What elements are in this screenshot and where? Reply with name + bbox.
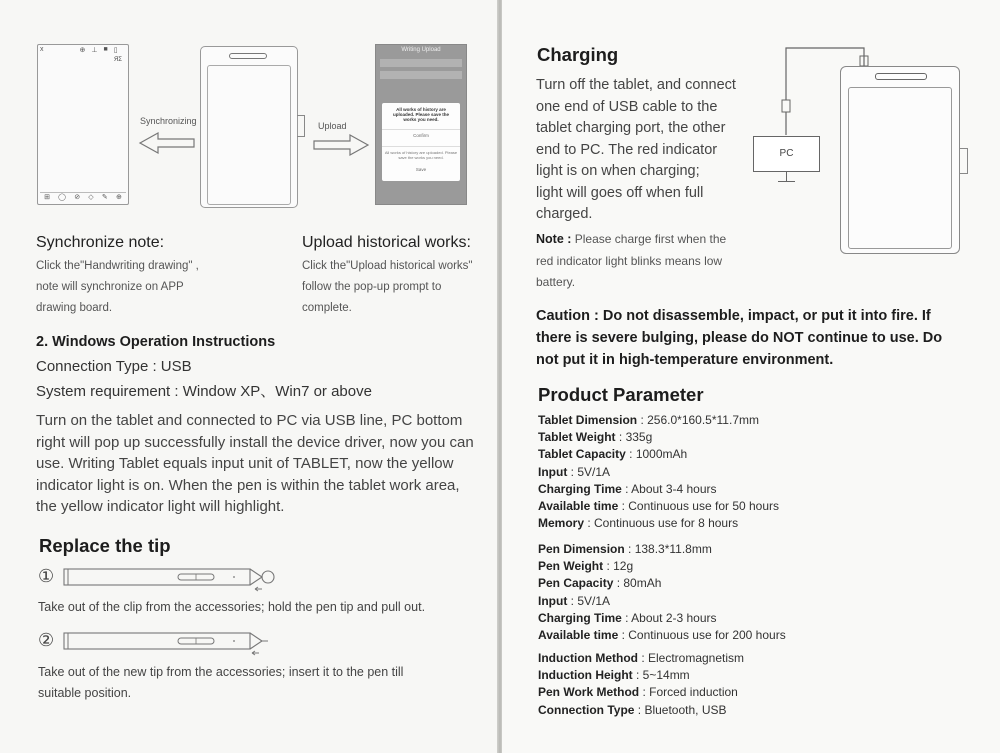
- step-2-number: ②: [38, 630, 55, 650]
- param-row: Pen Dimension : 138.3*11.8mm: [538, 542, 712, 556]
- param-row: Input : 5V/1A: [538, 593, 611, 608]
- charging-text: [536, 75, 756, 226]
- windows-para-line: right will pop up successfully install the device driver, now you can: [36, 433, 474, 451]
- param-row: Tablet Dimension : 256.0*160.5*11.7mm: [538, 413, 759, 427]
- phone-left-illustration: [37, 44, 129, 205]
- sync-text-line: note will synchronize on APP: [36, 281, 184, 293]
- upload-heading: Upload historical works:: [302, 234, 471, 251]
- tablet-writing-area: [207, 65, 291, 205]
- step-1-number: ①: [38, 566, 55, 586]
- phone-left-toolbar: [40, 192, 126, 202]
- step-1-text: Take out of the clip from the accessories; hold the pen tip and pull out.: [38, 600, 426, 614]
- upload-text-line: complete.: [302, 302, 352, 314]
- toolbar-eraser-icon: ⊘: [74, 194, 81, 201]
- phone-right-topbar: Writing Upload: [401, 47, 441, 53]
- caution-line: not put it in high-temperature environment.: [536, 352, 834, 368]
- caution-line: there is severe bulging, please do NOT continue to use. Do: [536, 330, 943, 346]
- dialog-line-3: works you need.: [403, 117, 439, 122]
- status-lock-icon: ■: [103, 46, 108, 53]
- tablet-illustration: [200, 46, 298, 208]
- pc-box: [753, 136, 820, 172]
- toolbar-shape-icon: ◇: [88, 194, 94, 201]
- windows-para-line: the yellow indicator light will highlight.: [36, 498, 285, 515]
- upload-label: Upload: [318, 121, 347, 131]
- param-row: Induction Height : 5~14mm: [538, 668, 690, 683]
- charging-text-line: charged.: [536, 206, 593, 222]
- windows-para-line: indicator light is on. When the pen is within the tablet work area,: [36, 476, 460, 494]
- dialog-save-button[interactable]: Save: [415, 167, 427, 172]
- left-page: [0, 0, 498, 753]
- param-row: Charging Time : About 2-3 hours: [538, 610, 717, 625]
- replace-tip-heading: Replace the tip: [39, 535, 171, 556]
- charging-tablet-side-button: [959, 148, 968, 174]
- charging-tablet-writing-area: [848, 87, 952, 249]
- upload-text: [302, 256, 492, 319]
- param-row: Tablet Weight : 335g: [538, 430, 653, 445]
- pen-step-1-icon: [62, 565, 282, 593]
- sync-label: Synchronizing: [140, 116, 197, 126]
- dialog-note-1: All works of history are uploaded. Please: [382, 146, 460, 155]
- param-row: Induction Method : Electromagnetism: [538, 651, 745, 665]
- windows-heading: 2. Windows Operation Instructions: [36, 334, 276, 350]
- param-row: Memory : Continuous use for 8 hours: [538, 516, 739, 531]
- params-group-general: [538, 650, 938, 719]
- tablet-led-bar: [229, 53, 267, 59]
- right-page: [502, 0, 1000, 753]
- upload-dialog: [382, 103, 460, 181]
- param-row: Available time : Continuous use for 200 hours: [538, 628, 786, 643]
- params-heading: Product Parameter: [538, 384, 704, 405]
- phone-right-row-1: [380, 59, 462, 67]
- charging-text-line: end to PC. The red indicator: [536, 141, 718, 158]
- param-row: Charging Time : About 3-4 hours: [538, 481, 717, 496]
- dialog-confirm-button[interactable]: Confirm: [382, 129, 460, 138]
- dialog-line-1: All works of history are: [396, 107, 446, 112]
- windows-paragraph: [36, 410, 491, 518]
- status-download-icon: ⊥: [91, 47, 98, 54]
- charging-tablet-illustration: [840, 66, 960, 254]
- param-row: Pen Weight : 12g: [538, 559, 634, 574]
- status-x-icon: x: [40, 46, 44, 53]
- charging-text-line: light is on when charging;: [536, 163, 700, 179]
- params-group-tablet: [538, 412, 938, 532]
- param-row: Available time : Continuous use for 50 hours: [538, 499, 780, 514]
- note-block: [536, 229, 766, 294]
- upload-text-line: follow the pop-up prompt to: [302, 281, 442, 293]
- phone-right-illustration: [375, 44, 467, 205]
- right-arrow-icon: [310, 132, 370, 158]
- windows-para-line: use. Writing Tablet equals input unit of TABLET, now the yellow: [36, 455, 454, 472]
- toolbar-pen-icon: ✎: [101, 194, 108, 201]
- param-row: Input : 5V/1A: [538, 464, 611, 479]
- param-row: Pen Work Method : Forced induction: [538, 685, 738, 700]
- charging-text-line: Turn off the tablet, and connect: [536, 77, 736, 93]
- phone-right-row-2: [380, 71, 462, 79]
- sync-text-line: drawing board.: [36, 302, 113, 314]
- tablet-side-button: [297, 115, 305, 137]
- params-group-pen: [538, 541, 938, 644]
- note-text-line: Please charge first when the: [571, 232, 727, 246]
- toolbar-circle-icon: ◯: [58, 194, 67, 201]
- windows-para-line: Turn on the tablet and connected to PC via USB line, PC bottom: [36, 412, 463, 429]
- status-add-icon: ⊕: [79, 47, 86, 54]
- status-battery-icon: ▯: [113, 47, 118, 54]
- charging-text-line: tablet charging port, the other: [536, 120, 726, 136]
- pc-label: PC: [779, 148, 794, 159]
- charging-heading: Charging: [537, 44, 619, 65]
- charging-text-line: light will goes off when full: [536, 184, 704, 201]
- dialog-note-2: save the works you need.: [398, 155, 444, 160]
- step-2-text-line: suitable position.: [38, 686, 132, 700]
- pc-base: [778, 181, 795, 182]
- note-text-line: battery.: [536, 275, 576, 289]
- toolbar-plus-icon: ⊕: [115, 194, 122, 201]
- upload-text-line: Click the"Upload historical works": [302, 260, 473, 272]
- step-2-text-line: Take out of the new tip from the accessories; insert it to the pen till: [38, 665, 404, 679]
- phone-left-status-bar: [40, 46, 126, 55]
- dialog-line-2: uploaded. Please save the: [392, 112, 450, 117]
- param-row: Tablet Capacity : 1000mAh: [538, 447, 688, 462]
- step-2-text: [38, 662, 403, 704]
- connection-type: Connection Type : USB: [36, 358, 192, 375]
- phone-left-corner-text: ЯΣ: [113, 57, 122, 63]
- sync-text-line: Click the"Handwriting drawing" ,: [36, 260, 199, 272]
- toolbar-grid-icon: ⊞: [44, 194, 50, 201]
- pen-step-2-icon: [62, 629, 282, 657]
- system-requirement: System requirement : Window XP、Win7 or above: [36, 383, 372, 400]
- left-arrow-icon: [138, 130, 198, 156]
- param-row: Connection Type : Bluetooth, USB: [538, 702, 727, 717]
- param-row: Pen Capacity : 80mAh: [538, 576, 662, 591]
- caution-block: [536, 305, 996, 371]
- charging-text-line: one end of USB cable to the: [536, 98, 718, 115]
- sync-text: [36, 256, 276, 319]
- note-label: Note :: [536, 232, 572, 246]
- sync-heading: Synchronize note:: [36, 234, 165, 251]
- charging-tablet-led-bar: [875, 73, 927, 80]
- note-text-line: red indicator light blinks means low: [536, 253, 723, 268]
- caution-line: Caution : Do not disassemble, impact, or put it into fire. If: [536, 308, 931, 324]
